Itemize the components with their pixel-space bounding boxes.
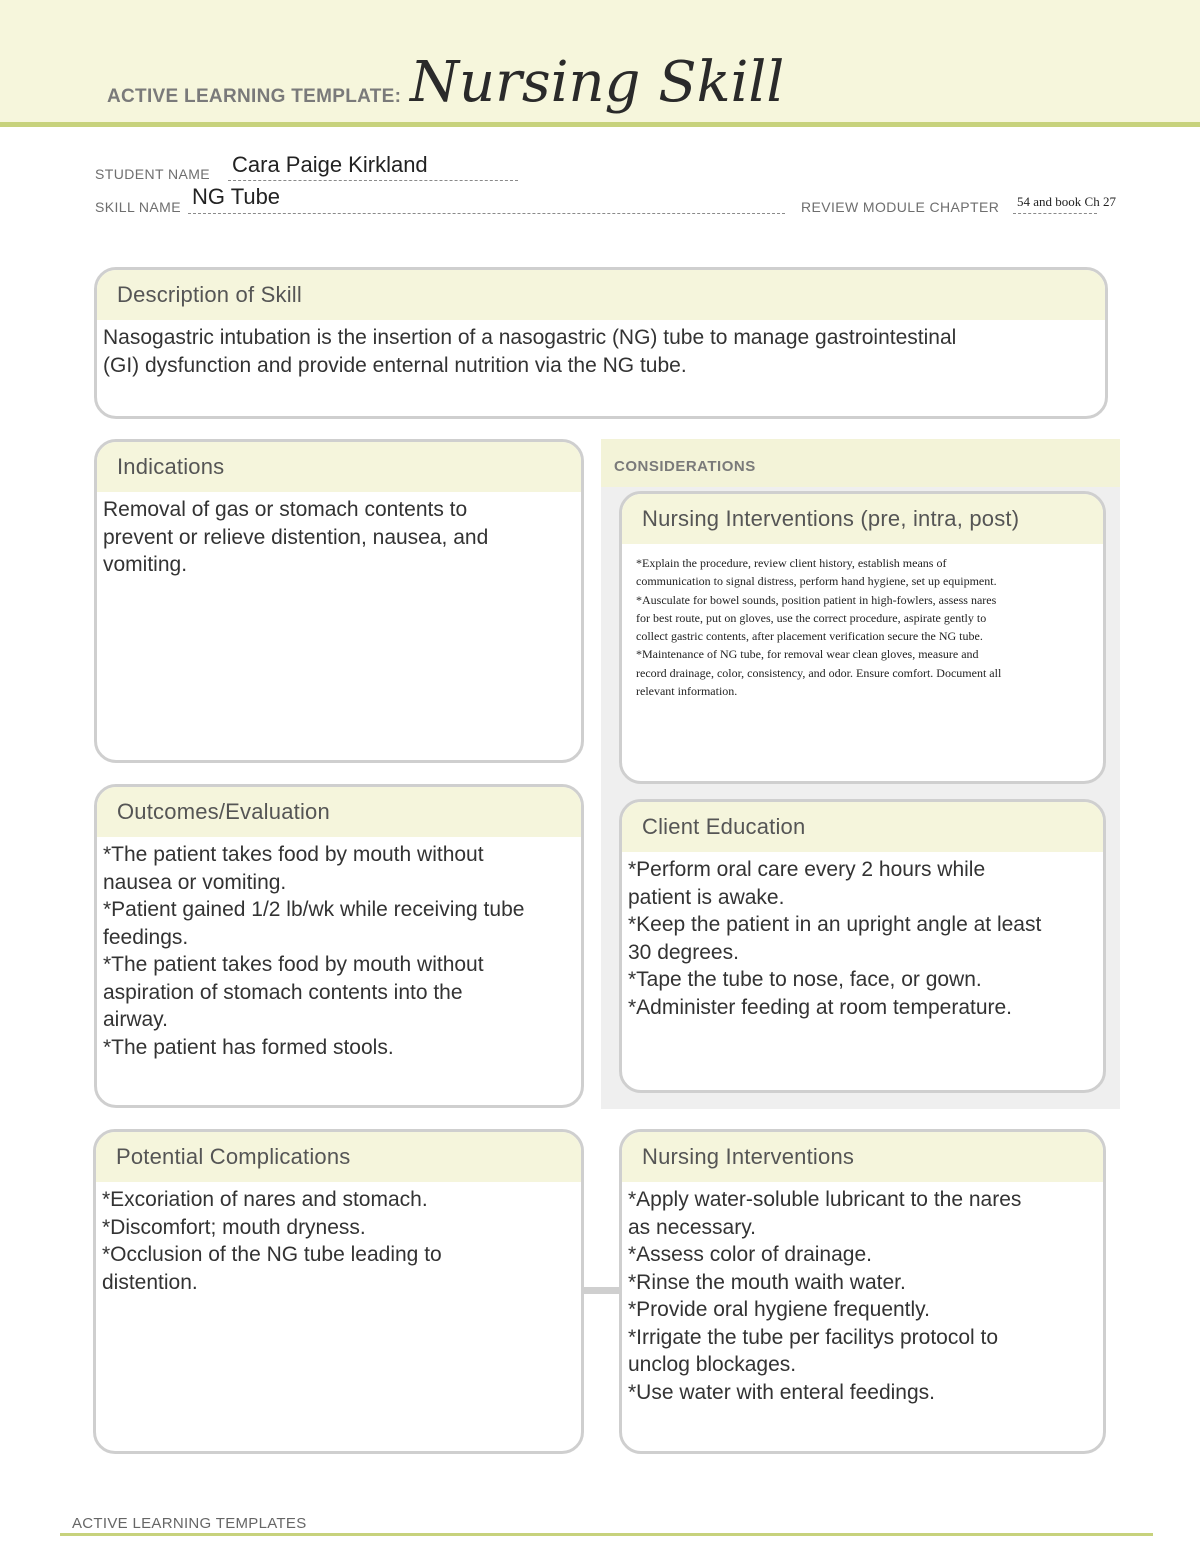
review-module-label: REVIEW MODULE CHAPTER: [801, 199, 1000, 215]
outcomes-card: [94, 784, 584, 1108]
complications-text[interactable]: *Excoriation of nares and stomach. *Discomfort; mouth dryness. *Occlusion of the NG tube leading to distention.: [102, 1188, 442, 1294]
nursing-interventions-pre-title: Nursing Interventions (pre, intra, post): [622, 494, 1103, 544]
review-module-field[interactable]: 54 and book Ch 27: [1017, 194, 1116, 209]
complications-card: [93, 1129, 584, 1454]
client-education-text[interactable]: *Perform oral care every 2 hours while patient is awake. *Keep the patient in an upright angle at least 30 degrees. *Tape the tube to nose, face, or gown. *Administer feeding at room temperature.: [628, 858, 1042, 1019]
review-module-line: [1013, 213, 1097, 214]
footer-label: ACTIVE LEARNING TEMPLATES: [72, 1515, 307, 1532]
template-label: ACTIVE LEARNING TEMPLATE:: [107, 86, 402, 107]
nursing-interventions-title: Nursing Interventions: [622, 1132, 1103, 1182]
header-rule: [0, 122, 1200, 127]
card-connector: [582, 1287, 620, 1294]
nursing-interventions-pre-card: [619, 491, 1106, 784]
complications-title: Potential Complications: [96, 1132, 581, 1182]
description-title: Description of Skill: [97, 270, 1105, 320]
template-title: Nursing Skill: [410, 50, 785, 115]
skill-name-label: SKILL NAME: [95, 199, 181, 215]
client-education-title: Client Education: [622, 802, 1103, 852]
considerations-label: CONSIDERATIONS: [614, 458, 756, 475]
client-education-card: [619, 799, 1106, 1093]
nursing-interventions-card: [619, 1129, 1106, 1454]
indications-text[interactable]: Removal of gas or stomach contents to prevent or relieve distention, nausea, and vomiting.: [103, 498, 489, 576]
indications-title: Indications: [97, 442, 581, 492]
student-name-label: STUDENT NAME: [95, 166, 210, 182]
skill-name-field[interactable]: NG Tube: [192, 184, 281, 209]
indications-card: [94, 439, 584, 763]
description-card: [94, 267, 1108, 419]
outcomes-text[interactable]: *The patient takes food by mouth without nausea or vomiting. *Patient gained 1/2 lb/wk while receiving tube feedings. *The patient takes food by mouth without aspiration of stomach contents into the airway. *The patient has formed stools.: [103, 843, 525, 1059]
student-name-line: [228, 180, 518, 181]
description-text[interactable]: Nasogastric intubation is the insertion of a nasogastric (NG) tube to manage gastrointestinal (GI) dysfunction and provide enternal nutrition via the NG tube.: [103, 326, 957, 377]
student-name-field[interactable]: Cara Paige Kirkland: [232, 152, 428, 177]
nursing-interventions-pre-text[interactable]: *Explain the procedure, review client history, establish means of communication to signal distress, perform hand hygiene, set up equipment. *Ausculate for bowel sounds, position patient in high-fowlers, assess nares for best route, put on gloves, use the correct procedure, aspirate gently to collect gastric contents, after placement verification secure the NG tube. *Maintenance of NG tube, for removal wear clean gloves, measure and record drainage, color, consistency, and odor. Ensure comfort. Document all relevant information.: [636, 556, 1002, 699]
footer-rule: [60, 1533, 1153, 1536]
outcomes-title: Outcomes/Evaluation: [97, 787, 581, 837]
nursing-interventions-text[interactable]: *Apply water-soluble lubricant to the nares as necessary. *Assess color of drainage. *Rinse the mouth waith water. *Provide oral hygiene frequently. *Irrigate the tube per facilitys protocol to unclog blockages. *Use water with enteral feedings.: [628, 1188, 1022, 1404]
skill-name-line: [188, 213, 785, 214]
